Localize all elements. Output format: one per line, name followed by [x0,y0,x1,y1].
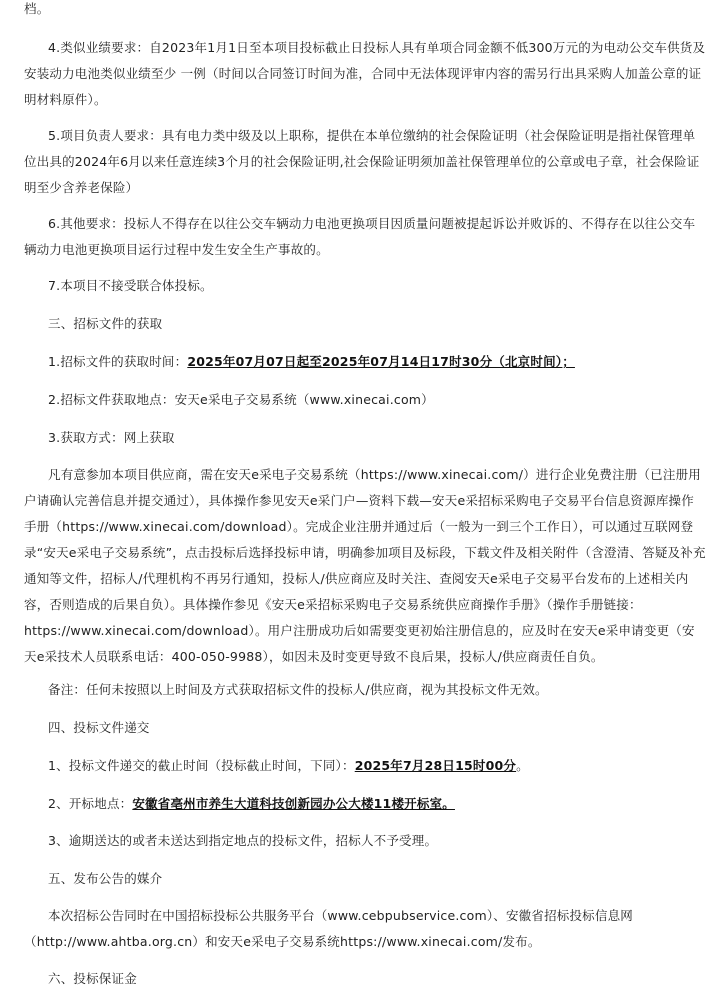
requirement-4-performance: 4.类似业绩要求：自2023年1月1日至本项目投标截止日投标人具有单项合同金额不低300万元的为电动公交车供货及安装动力电池类似业绩至少 一例（时间以合同签订时间为准，合同中无法体现评审内容的需另行出具采购人加盖公章的证明材料原件）。 [24,40,706,107]
section6-heading: 六、投标保证金 [48,971,137,986]
section3-note: 备注：任何未按照以上时间及方式获取招标文件的投标人/供应商，视为其投标文件无效。 [48,682,548,697]
section3-item3: 3.获取方式：网上获取 [48,430,175,445]
section3-item1 [24,349,706,375]
section4-item2 [24,791,706,817]
section4-heading: 四、投标文件递交 [48,720,150,735]
section3-heading: 三、招标文件的获取 [48,316,163,331]
section5-body: 本次招标公告同时在中国招标投标公共服务平台（www.cebpubservice.com）、安徽省招标投标信息网（http://www.ahtba.org.cn）和安天e采电子交易系统https://www.xinecai.com/发布。 [24,908,633,949]
section4-item1 [24,753,706,779]
section4-item3: 3、逾期送达的或者未送达到指定地点的投标文件，招标人不予受理。 [48,833,438,848]
opening-location: 安徽省亳州市养生大道科技创新园办公大楼11楼开标室。 [132,796,455,811]
deadline-suffix: 。 [516,758,529,773]
section2-tail: 档。 [24,1,50,16]
section3-item2: 2.招标文件获取地点：安天e采电子交易系统（www.xinecai.com） [48,392,434,407]
section3-item1-label: 1.招标文件的获取时间： [48,354,188,369]
requirement-7-no-consortium: 7.本项目不接受联合体投标。 [48,278,213,293]
section5-heading: 五、发布公告的媒介 [48,871,163,886]
requirement-6-other: 6.其他要求：投标人不得存在以往公交车辆动力电池更换项目因质量问题被提起诉讼并败诉的、不得存在以往公交车辆动力电池更换项目运行过程中发生安全生产事故的。 [24,216,696,257]
submission-deadline: 2025年7月28日15时00分 [354,758,517,773]
section3-registration-instructions: 凡有意参加本项目供应商，需在安天e采电子交易系统（https://www.xinecai.com/）进行企业免费注册（已注册用户请确认完善信息并提交通过），具体操作参见安天e采门户—资料下载—安天e采招标采购电子交易平台信息资源库操作手册（https://www.xinecai.com/download）。完成企业注册并通过后（一般为一到三个工作日），可以通过互联网登录“安天e采电子交易系统”，点击投标后选择投标申请，明确参加项目及标段，下载文件及相关附件（含澄清、答疑及补充通知等文件，招标人/代理机构不再另行通知，投标人/供应商应及时关注、查阅安天e采电子交易平台发布的上述相关内容，否则造成的后果自负）。具体操作参见《安天e采招标采购电子交易系统供应商操作手册》（操作手册链接：https://www.xinecai.com/download）。用户注册成功后如需要变更初始注册信息的，应及时在安天e采申请变更（安天e采技术人员联系电话：400-050-9988），如因未及时变更导致不良后果，投标人/供应商责任自负。 [24,467,706,664]
deadline-label: 1、投标文件递交的截止时间（投标截止时间，下同）： [48,758,355,773]
requirement-5-project-leader: 5.项目负责人要求：具有电力类中级及以上职称，提供在本单位缴纳的社会保险证明（社会保险证明是指社保管理单位出具的2024年6月以来任意连续3个月的社会保险证明,社会保险证明须加盖社保管理单位的公章或电子章，社会保险证明至少含养老保险） [24,128,700,195]
acquisition-time: 2025年07月07日起至2025年07月14日17时30分（北京时间）； [187,354,575,369]
opening-location-label: 2、开标地点： [48,796,133,811]
